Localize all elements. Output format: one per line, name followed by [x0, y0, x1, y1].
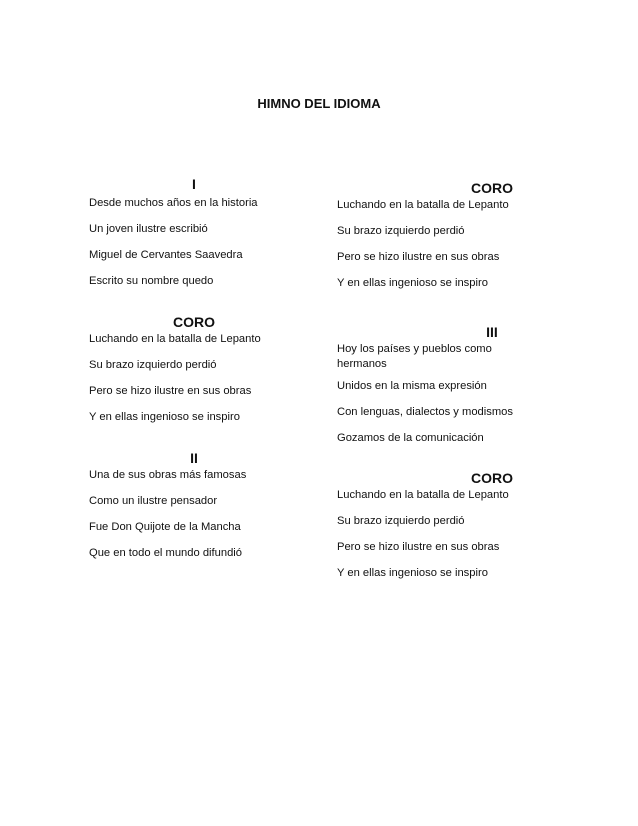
verse-line: Luchando en la batalla de Lepanto — [89, 333, 261, 345]
page-title: HIMNO DEL IDIOMA — [257, 96, 381, 111]
stanza-1 — [89, 176, 339, 287]
stanza-3 — [337, 324, 587, 444]
verse-line: Unidos en la misma expresión — [337, 380, 487, 392]
verse-line: Miguel de Cervantes Saavedra — [89, 249, 243, 261]
verse-line: Su brazo izquierdo perdió — [89, 359, 217, 371]
chorus-heading: CORO — [471, 470, 513, 486]
verse-line: Con lenguas, dialectos y modismos — [337, 406, 513, 418]
verse-line: Pero se hizo ilustre en sus obras — [337, 251, 500, 263]
stanza-heading: I — [192, 176, 196, 192]
verse-line: Y en ellas ingenioso se inspiro — [89, 411, 240, 423]
verse-line: Gozamos de la comunicación — [337, 432, 484, 444]
chorus-heading: CORO — [173, 314, 215, 330]
stanza-heading: III — [486, 324, 498, 340]
chorus-1 — [89, 314, 339, 423]
verse-line: Un joven ilustre escribió — [89, 223, 208, 235]
verse-line: Una de sus obras más famosas — [89, 469, 247, 481]
verse-line: Como un ilustre pensador — [89, 495, 218, 507]
verse-line: Pero se hizo ilustre en sus obras — [337, 541, 500, 553]
verse-line: Luchando en la batalla de Lepanto — [337, 489, 509, 501]
verse-line: Fue Don Quijote de la Mancha — [89, 521, 241, 533]
chorus-3 — [337, 470, 587, 579]
verse-line: Y en ellas ingenioso se inspiro — [337, 277, 488, 289]
chorus-heading: CORO — [471, 180, 513, 196]
verse-line: Que en todo el mundo difundió — [89, 547, 243, 559]
verse-line: Su brazo izquierdo perdió — [337, 225, 465, 237]
verse-line: Hoy los países y pueblos como — [337, 343, 492, 355]
verse-line: hermanos — [337, 358, 387, 370]
stanza-heading: II — [190, 450, 198, 466]
verse-line: Desde muchos años en la historia — [89, 197, 258, 209]
verse-line: Pero se hizo ilustre en sus obras — [89, 385, 252, 397]
verse-line: Luchando en la batalla de Lepanto — [337, 199, 509, 211]
stanza-2 — [89, 450, 339, 559]
chorus-2 — [337, 180, 587, 289]
verse-line: Su brazo izquierdo perdió — [337, 515, 465, 527]
verse-line: Escrito su nombre quedo — [89, 275, 214, 287]
verse-line: Y en ellas ingenioso se inspiro — [337, 567, 488, 579]
